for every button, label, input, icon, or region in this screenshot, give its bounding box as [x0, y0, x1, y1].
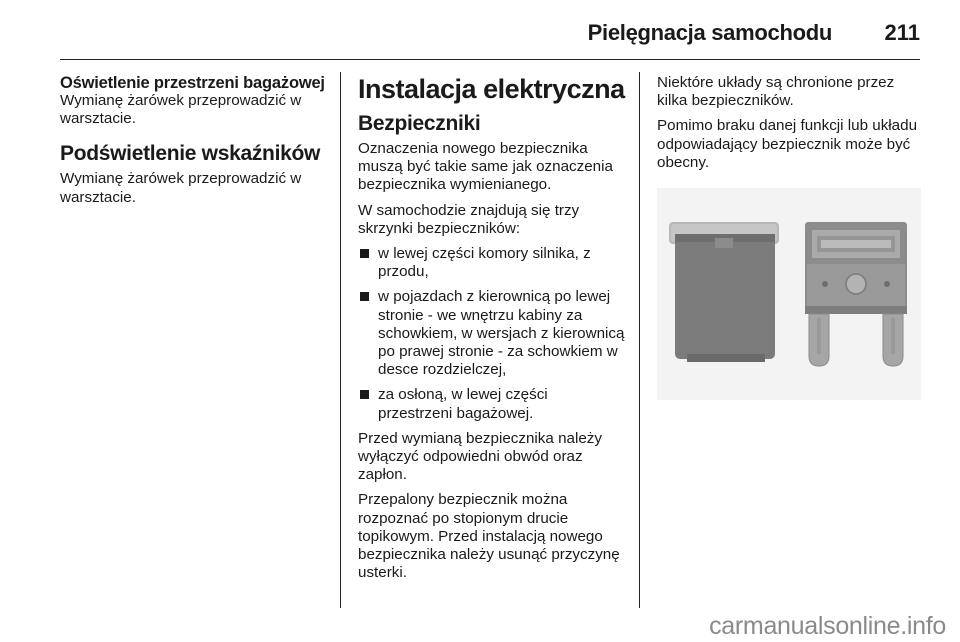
- page-header: [60, 14, 920, 58]
- fuse-illustration-svg: [657, 188, 921, 400]
- section-heading-trunk-lighting: Oświetlenie przestrzeni bagażowej: [60, 74, 325, 92]
- paragraph-blown-fuse: Przepalony bezpiecznik można rozpoznać po stopionym drucie topikowym. Przed instalacją nowego bezpiecznika należy usunąć przyczynę usterki.: [358, 491, 620, 582]
- column-3: [657, 74, 921, 400]
- bullet-icon: [360, 390, 369, 399]
- column-divider-2: [639, 72, 640, 608]
- bullet-icon: [360, 292, 369, 301]
- fuse-box-list: [358, 245, 626, 423]
- section-heading-instrument-lighting: Podświetlenie wskaźników: [60, 142, 321, 166]
- watermark: carmanualsonline.info: [709, 612, 946, 640]
- paragraph-before-replacement: Przed wymianą bezpiecznika należy wyłączyć odpowiedni obwód oraz zapłon.: [358, 429, 602, 484]
- column-1: [60, 74, 332, 207]
- fuse-front-icon: [669, 222, 779, 362]
- list-item: w pojazdach z kierownicą po lewej stronie - we wnętrzu kabiny za schowkiem, w wersjach z kierownicą po prawej stronie - za schowkiem w desce rozdzielczej,: [358, 288, 626, 379]
- header-divider: [60, 59, 920, 60]
- instrument-lighting-text: Wymianę żarówek przeprowadzić w warsztacie.: [60, 170, 302, 206]
- column-divider-1: [340, 72, 341, 608]
- paragraph-fuse-present: Pomimo braku danej funkcji lub układu odpowiadający bezpiecznik może być obecny.: [657, 117, 918, 171]
- page-number: 211: [884, 20, 920, 45]
- column-2: [358, 74, 626, 582]
- list-item: w lewej części komory silnika, z przodu,: [358, 245, 626, 281]
- paragraph-fuse-boxes: W samochodzie znajdują się trzy skrzynki bezpieczników:: [358, 201, 580, 237]
- section-heading-fuses: Bezpieczniki: [358, 112, 481, 135]
- list-item: za osłoną, w lewej części przestrzeni bagażowej.: [358, 386, 626, 422]
- paragraph-fuse-markings: Oznaczenia nowego bezpiecznika muszą być takie same jak oznaczenia bezpiecznika wymienianego.: [358, 140, 613, 194]
- header-title: Pielęgnacja samochodu: [587, 20, 832, 45]
- chapter-title: Instalacja elektryczna: [358, 74, 625, 104]
- fuse-back-icon: [805, 222, 907, 366]
- fuse-illustration: [657, 188, 921, 400]
- bullet-icon: [360, 249, 369, 258]
- paragraph-multiple-fuses: Niektóre układy są chronione przez kilka bezpieczników.: [657, 74, 895, 110]
- trunk-lighting-text: Wymianę żarówek przeprowadzić w warsztacie.: [60, 92, 302, 128]
